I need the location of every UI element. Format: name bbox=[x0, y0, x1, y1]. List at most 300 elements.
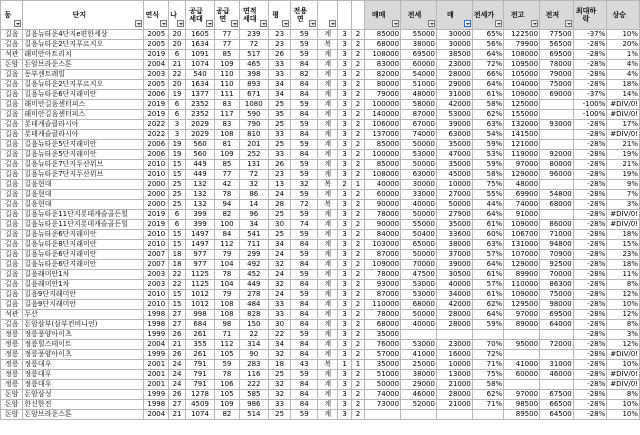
cell[interactable]: 129500 bbox=[504, 300, 540, 310]
filter-dropdown-icon[interactable] bbox=[282, 20, 289, 27]
cell[interactable]: 66% bbox=[472, 70, 503, 80]
cell[interactable]: 109 bbox=[215, 400, 240, 410]
column-header-11[interactable] bbox=[351, 1, 364, 30]
cell[interactable]: 94800 bbox=[540, 240, 574, 250]
cell[interactable]: -100% bbox=[573, 100, 607, 110]
cell[interactable]: 93000 bbox=[540, 120, 574, 130]
cell[interactable]: 84 bbox=[291, 90, 318, 100]
cell[interactable]: 59 bbox=[291, 210, 318, 220]
cell[interactable]: 1497 bbox=[185, 230, 214, 240]
cell[interactable]: 3 bbox=[338, 310, 351, 320]
cell[interactable]: 141500 bbox=[504, 130, 540, 140]
cell[interactable]: -100% bbox=[573, 110, 607, 120]
cell[interactable]: 1999 bbox=[144, 330, 169, 340]
cell[interactable]: 2010 bbox=[144, 160, 169, 170]
cell[interactable]: 2 bbox=[351, 320, 364, 330]
cell[interactable]: 계 bbox=[318, 70, 338, 80]
cell[interactable]: 132 bbox=[185, 190, 214, 200]
cell[interactable]: 14% bbox=[607, 90, 640, 100]
cell[interactable]: 38500 bbox=[436, 50, 472, 60]
cell[interactable] bbox=[540, 180, 574, 190]
cell[interactable]: 계 bbox=[318, 370, 338, 380]
cell[interactable]: 길음현대 bbox=[23, 190, 144, 200]
filter-dropdown-icon[interactable] bbox=[329, 20, 336, 27]
cell[interactable]: 1634 bbox=[185, 40, 214, 50]
cell[interactable]: 3 bbox=[338, 80, 351, 90]
cell[interactable]: 94 bbox=[215, 200, 240, 210]
cell[interactable]: 28000 bbox=[436, 320, 472, 330]
cell[interactable]: 길음뉴타운4단지e편한세상 bbox=[23, 30, 144, 40]
cell[interactable]: 1998 bbox=[144, 400, 169, 410]
cell[interactable]: 83000 bbox=[365, 60, 401, 70]
cell[interactable]: 71000 bbox=[540, 230, 574, 240]
cell[interactable]: 110000 bbox=[504, 280, 540, 290]
cell[interactable]: 21 bbox=[169, 60, 186, 70]
cell[interactable]: 32 bbox=[268, 350, 290, 360]
cell[interactable]: 계 bbox=[318, 50, 338, 60]
cell[interactable]: 3 bbox=[338, 70, 351, 80]
cell[interactable]: 26 bbox=[169, 390, 186, 400]
cell[interactable]: 3 bbox=[338, 220, 351, 230]
cell[interactable]: 77500 bbox=[540, 30, 574, 40]
cell[interactable]: 32 bbox=[239, 180, 268, 190]
cell[interactable]: 74000 bbox=[401, 130, 437, 140]
cell[interactable]: 64000 bbox=[540, 320, 574, 330]
cell[interactable]: 42 bbox=[215, 180, 240, 190]
cell[interactable]: 2 bbox=[351, 130, 364, 140]
cell[interactable]: -28% bbox=[573, 50, 607, 60]
cell[interactable]: -28% bbox=[573, 170, 607, 180]
cell[interactable]: 3% bbox=[607, 330, 640, 340]
cell[interactable]: 27 bbox=[169, 310, 186, 320]
cell[interactable]: 길음 bbox=[1, 30, 23, 40]
cell[interactable]: 계 bbox=[318, 320, 338, 330]
cell[interactable]: 2007 bbox=[144, 250, 169, 260]
cell[interactable]: 1999 bbox=[144, 350, 169, 360]
cell[interactable]: 길음뉴타운7단지두산위브 bbox=[23, 170, 144, 180]
cell[interactable]: 116 bbox=[239, 370, 268, 380]
cell[interactable]: 78 bbox=[215, 190, 240, 200]
cell[interactable]: 12% bbox=[607, 340, 640, 350]
filter-dropdown-icon[interactable] bbox=[309, 20, 316, 27]
cell[interactable]: 355 bbox=[185, 340, 214, 350]
cell[interactable]: 12% bbox=[607, 290, 640, 300]
cell[interactable]: -28% bbox=[573, 400, 607, 410]
cell[interactable]: 2000 bbox=[144, 180, 169, 190]
cell[interactable]: 109000 bbox=[504, 220, 540, 230]
filter-dropdown-icon[interactable] bbox=[392, 20, 399, 27]
cell[interactable]: 21000 bbox=[436, 400, 472, 410]
cell[interactable]: 2 bbox=[351, 40, 364, 50]
cell[interactable]: 2 bbox=[351, 190, 364, 200]
cell[interactable]: #DIV/0! bbox=[607, 100, 640, 110]
cell[interactable]: 길음뉴타운6단지래미안 bbox=[23, 260, 144, 270]
cell[interactable] bbox=[540, 100, 574, 110]
cell[interactable] bbox=[401, 330, 437, 340]
cell[interactable]: 3 bbox=[338, 100, 351, 110]
cell[interactable]: 129000 bbox=[504, 260, 540, 270]
cell[interactable]: 2 bbox=[351, 100, 364, 110]
cell[interactable]: 484 bbox=[239, 300, 268, 310]
cell[interactable]: 57000 bbox=[365, 350, 401, 360]
cell[interactable] bbox=[365, 410, 401, 420]
cell[interactable]: -28% bbox=[573, 180, 607, 190]
filter-dropdown-icon[interactable] bbox=[464, 20, 471, 27]
cell[interactable]: 10% bbox=[607, 30, 640, 40]
cell[interactable]: 22 bbox=[169, 270, 186, 280]
cell[interactable]: 2 bbox=[351, 370, 364, 380]
cell[interactable]: 3 bbox=[338, 110, 351, 120]
cell[interactable]: 33 bbox=[268, 300, 290, 310]
cell[interactable]: 50000 bbox=[401, 140, 437, 150]
cell[interactable]: 84000 bbox=[365, 230, 401, 240]
cell[interactable]: 2010 bbox=[144, 170, 169, 180]
cell[interactable]: 25 bbox=[268, 100, 290, 110]
cell[interactable]: 97000 bbox=[504, 390, 540, 400]
cell[interactable]: 1377 bbox=[185, 90, 214, 100]
cell[interactable]: 76000 bbox=[365, 340, 401, 350]
filter-dropdown-icon[interactable] bbox=[428, 20, 435, 27]
cell[interactable]: 25 bbox=[169, 180, 186, 190]
cell[interactable]: 64% bbox=[472, 80, 503, 90]
cell[interactable] bbox=[436, 330, 472, 340]
cell[interactable]: 22 bbox=[239, 330, 268, 340]
cell[interactable]: 109000 bbox=[504, 290, 540, 300]
cell[interactable]: 1125 bbox=[185, 280, 214, 290]
cell[interactable]: 15 bbox=[169, 300, 186, 310]
cell[interactable]: 69500 bbox=[540, 50, 574, 60]
cell[interactable]: -28% bbox=[573, 290, 607, 300]
cell[interactable]: 59 bbox=[291, 120, 318, 130]
cell[interactable]: 2 bbox=[351, 340, 364, 350]
cell[interactable]: 24 bbox=[169, 370, 186, 380]
cell[interactable]: 33 bbox=[268, 70, 290, 80]
cell[interactable]: 72 bbox=[291, 200, 318, 210]
cell[interactable]: 75000 bbox=[540, 80, 574, 90]
cell[interactable]: 23000 bbox=[436, 340, 472, 350]
cell[interactable]: 계 bbox=[318, 330, 338, 340]
cell[interactable]: 977 bbox=[185, 250, 214, 260]
cell[interactable]: 18 bbox=[268, 360, 290, 370]
cell[interactable]: 44% bbox=[472, 200, 503, 210]
cell[interactable]: 137000 bbox=[365, 130, 401, 140]
cell[interactable]: 1998 bbox=[144, 310, 169, 320]
cell[interactable]: 10% bbox=[607, 360, 640, 370]
cell[interactable]: 57% bbox=[472, 280, 503, 290]
cell[interactable]: 79000 bbox=[540, 70, 574, 80]
cell[interactable]: 계 bbox=[318, 170, 338, 180]
cell[interactable]: #DIV/0! bbox=[607, 350, 640, 360]
cell[interactable]: 252 bbox=[239, 150, 268, 160]
cell[interactable]: 30000 bbox=[436, 30, 472, 40]
cell[interactable]: 53000 bbox=[401, 340, 437, 350]
cell[interactable]: 59 bbox=[291, 270, 318, 280]
cell[interactable]: 69900 bbox=[504, 190, 540, 200]
cell[interactable]: 106 bbox=[215, 380, 240, 390]
cell[interactable]: 84 bbox=[291, 240, 318, 250]
cell[interactable]: 105 bbox=[215, 350, 240, 360]
cell[interactable]: 길음 bbox=[1, 130, 23, 140]
cell[interactable]: 돈암삼성 bbox=[23, 390, 144, 400]
cell[interactable]: 계 bbox=[318, 90, 338, 100]
filter-dropdown-icon[interactable] bbox=[206, 20, 213, 27]
cell[interactable]: 20 bbox=[169, 80, 186, 90]
cell[interactable]: 24 bbox=[268, 290, 290, 300]
cell[interactable]: 1080 bbox=[239, 100, 268, 110]
cell[interactable]: 25 bbox=[268, 210, 290, 220]
cell[interactable]: 24 bbox=[169, 380, 186, 390]
column-header-8[interactable] bbox=[291, 1, 318, 30]
cell[interactable]: 222 bbox=[239, 380, 268, 390]
cell[interactable]: 80000 bbox=[365, 80, 401, 90]
cell[interactable]: 109 bbox=[215, 60, 240, 70]
cell[interactable]: 85000 bbox=[365, 30, 401, 40]
cell[interactable]: 51000 bbox=[401, 80, 437, 90]
column-header-12[interactable] bbox=[365, 1, 401, 30]
cell[interactable]: 53000 bbox=[401, 150, 437, 160]
cell[interactable]: 22 bbox=[169, 70, 186, 80]
cell[interactable]: 계 bbox=[318, 290, 338, 300]
cell[interactable]: 87000 bbox=[401, 110, 437, 120]
cell[interactable]: 2 bbox=[351, 230, 364, 240]
cell[interactable]: 63000 bbox=[436, 130, 472, 140]
column-header-7[interactable] bbox=[268, 1, 290, 30]
cell[interactable]: -28% bbox=[573, 300, 607, 310]
cell[interactable]: 19 bbox=[169, 90, 186, 100]
cell[interactable]: 109000 bbox=[504, 90, 540, 100]
cell[interactable]: 50400 bbox=[401, 230, 437, 240]
cell[interactable]: 2019 bbox=[144, 210, 169, 220]
cell[interactable]: -28% bbox=[573, 240, 607, 250]
cell[interactable]: 2006 bbox=[144, 150, 169, 160]
cell[interactable]: #DIV/0! bbox=[607, 130, 640, 140]
cell[interactable]: 50000 bbox=[401, 250, 437, 260]
cell[interactable]: 108000 bbox=[365, 50, 401, 60]
cell[interactable]: 35000 bbox=[365, 330, 401, 340]
cell[interactable]: 길음 bbox=[1, 290, 23, 300]
cell[interactable]: -28% bbox=[573, 270, 607, 280]
cell[interactable]: 465 bbox=[239, 60, 268, 70]
cell[interactable]: 32 bbox=[291, 180, 318, 190]
cell[interactable]: 34 bbox=[268, 80, 290, 90]
cell[interactable]: 계 bbox=[318, 160, 338, 170]
cell[interactable]: 길음 bbox=[1, 260, 23, 270]
cell[interactable]: 길음 bbox=[1, 100, 23, 110]
cell[interactable]: 계 bbox=[318, 350, 338, 360]
cell[interactable]: -28% bbox=[573, 350, 607, 360]
cell[interactable]: 77 bbox=[215, 40, 240, 50]
cell[interactable]: 계 bbox=[318, 220, 338, 230]
cell[interactable]: 59 bbox=[291, 250, 318, 260]
cell[interactable]: 64% bbox=[472, 260, 503, 270]
cell[interactable]: 84 bbox=[291, 260, 318, 270]
cell[interactable]: 278 bbox=[239, 290, 268, 300]
cell[interactable]: 82 bbox=[215, 210, 240, 220]
filter-dropdown-icon[interactable] bbox=[260, 20, 267, 27]
cell[interactable]: 64% bbox=[472, 50, 503, 60]
cell[interactable]: 길음뉴타운6단지래미안 bbox=[23, 250, 144, 260]
cell[interactable]: 58% bbox=[472, 100, 503, 110]
cell[interactable]: 78000 bbox=[365, 210, 401, 220]
cell[interactable]: 길음 bbox=[1, 90, 23, 100]
cell[interactable]: 69000 bbox=[540, 90, 574, 100]
cell[interactable]: 2010 bbox=[144, 300, 169, 310]
cell[interactable]: 98000 bbox=[540, 300, 574, 310]
cell[interactable]: 84 bbox=[291, 350, 318, 360]
cell[interactable]: 32 bbox=[268, 260, 290, 270]
cell[interactable]: 길음뉴타운2단지푸르지오 bbox=[23, 40, 144, 50]
cell[interactable]: 1497 bbox=[185, 240, 214, 250]
cell[interactable]: 75% bbox=[472, 370, 503, 380]
cell[interactable]: 71 bbox=[215, 330, 240, 340]
cell[interactable]: 108000 bbox=[504, 50, 540, 60]
cell[interactable]: 85 bbox=[215, 160, 240, 170]
cell[interactable]: 96 bbox=[239, 210, 268, 220]
cell[interactable]: 585 bbox=[239, 390, 268, 400]
cell[interactable]: 38000 bbox=[401, 370, 437, 380]
cell[interactable]: 83 bbox=[215, 100, 240, 110]
cell[interactable]: 길음9단지래미안 bbox=[23, 300, 144, 310]
cell[interactable]: 48000 bbox=[504, 180, 540, 190]
cell[interactable]: 25000 bbox=[401, 360, 437, 370]
cell[interactable]: 82 bbox=[215, 410, 240, 420]
cell[interactable]: 122500 bbox=[504, 30, 540, 40]
cell[interactable]: 42000 bbox=[436, 300, 472, 310]
filter-dropdown-icon[interactable] bbox=[531, 20, 538, 27]
cell[interactable]: 한신한진 bbox=[23, 400, 144, 410]
cell[interactable]: 3 bbox=[338, 330, 351, 340]
cell[interactable]: 38000 bbox=[401, 40, 437, 50]
cell[interactable]: 2 bbox=[351, 150, 364, 160]
cell[interactable]: 100 bbox=[215, 220, 240, 230]
cell[interactable]: 24 bbox=[268, 270, 290, 280]
cell[interactable]: -28% bbox=[573, 210, 607, 220]
cell[interactable]: 2000 bbox=[144, 200, 169, 210]
column-header-15[interactable] bbox=[472, 1, 503, 30]
cell[interactable]: 111 bbox=[215, 90, 240, 100]
cell[interactable]: 3 bbox=[338, 170, 351, 180]
cell[interactable]: 계 bbox=[318, 240, 338, 250]
filter-dropdown-icon[interactable] bbox=[565, 20, 572, 27]
cell[interactable]: 4% bbox=[607, 70, 640, 80]
cell[interactable]: 15 bbox=[169, 170, 186, 180]
cell[interactable]: 길음 bbox=[1, 150, 23, 160]
cell[interactable]: 1999 bbox=[144, 390, 169, 400]
cell[interactable]: 2 bbox=[351, 200, 364, 210]
cell[interactable] bbox=[401, 410, 437, 420]
filter-dropdown-icon[interactable] bbox=[495, 20, 502, 27]
cell[interactable]: 62% bbox=[472, 300, 503, 310]
cell[interactable]: 98 bbox=[215, 320, 240, 330]
cell[interactable]: 계 bbox=[318, 280, 338, 290]
cell[interactable]: 59 bbox=[291, 140, 318, 150]
cell[interactable]: 10000 bbox=[436, 360, 472, 370]
cell[interactable]: 93000 bbox=[365, 280, 401, 290]
cell[interactable]: 21% bbox=[607, 140, 640, 150]
column-header-13[interactable] bbox=[401, 1, 437, 30]
cell[interactable]: 62% bbox=[472, 390, 503, 400]
cell[interactable]: 길음 bbox=[1, 280, 23, 290]
cell[interactable]: 78000 bbox=[365, 270, 401, 280]
cell[interactable]: 75% bbox=[472, 180, 503, 190]
cell[interactable]: 길음뉴타운2단지푸르지오 bbox=[23, 80, 144, 90]
cell[interactable]: 계 bbox=[318, 230, 338, 240]
cell[interactable]: 57% bbox=[472, 250, 503, 260]
cell[interactable]: 105 bbox=[215, 390, 240, 400]
cell[interactable]: -28% bbox=[573, 370, 607, 380]
cell[interactable]: 2019 bbox=[144, 110, 169, 120]
cell[interactable]: 155000 bbox=[504, 110, 540, 120]
cell[interactable]: 58% bbox=[472, 380, 503, 390]
cell[interactable]: 2 bbox=[351, 240, 364, 250]
cell[interactable]: 64% bbox=[472, 310, 503, 320]
cell[interactable]: 3 bbox=[338, 300, 351, 310]
cell[interactable]: 132000 bbox=[504, 120, 540, 130]
cell[interactable]: 두산 bbox=[23, 310, 144, 320]
cell[interactable]: 돈암브라운스톤 bbox=[23, 60, 144, 70]
cell[interactable]: 2010 bbox=[144, 230, 169, 240]
cell[interactable]: 517 bbox=[239, 50, 268, 60]
cell[interactable]: -28% bbox=[573, 260, 607, 270]
cell[interactable] bbox=[436, 410, 472, 420]
cell[interactable]: 3 bbox=[338, 230, 351, 240]
cell[interactable]: 계 bbox=[318, 270, 338, 280]
cell[interactable]: 828 bbox=[239, 310, 268, 320]
cell[interactable]: 9% bbox=[607, 180, 640, 190]
cell[interactable]: 105000 bbox=[504, 70, 540, 80]
column-header-4[interactable] bbox=[185, 1, 214, 30]
cell[interactable]: -28% bbox=[573, 160, 607, 170]
cell[interactable]: 104 bbox=[215, 280, 240, 290]
cell[interactable]: 33 bbox=[268, 310, 290, 320]
cell[interactable]: 정릉대우 bbox=[23, 370, 144, 380]
cell[interactable]: 131000 bbox=[504, 240, 540, 250]
cell[interactable]: 3 bbox=[338, 200, 351, 210]
cell[interactable]: 2 bbox=[351, 120, 364, 130]
cell[interactable]: 2000 bbox=[144, 190, 169, 200]
cell[interactable]: 정릉힐스테이트 bbox=[23, 340, 144, 350]
cell[interactable]: 261 bbox=[185, 330, 214, 340]
cell[interactable]: 72 bbox=[239, 40, 268, 50]
cell[interactable]: 2 bbox=[351, 390, 364, 400]
cell[interactable]: 104 bbox=[215, 260, 240, 270]
cell[interactable]: 길음 bbox=[1, 300, 23, 310]
cell[interactable]: 3 bbox=[338, 160, 351, 170]
cell[interactable]: 8% bbox=[607, 280, 640, 290]
cell[interactable]: -28% bbox=[573, 310, 607, 320]
cell[interactable]: 복 bbox=[318, 360, 338, 370]
cell[interactable] bbox=[540, 210, 574, 220]
cell[interactable]: 1605 bbox=[185, 30, 214, 40]
cell[interactable]: 30 bbox=[268, 320, 290, 330]
cell[interactable]: 59 bbox=[291, 50, 318, 60]
cell[interactable]: 복 bbox=[318, 180, 338, 190]
cell[interactable]: 59 bbox=[291, 290, 318, 300]
cell[interactable]: 26 bbox=[169, 330, 186, 340]
cell[interactable]: 길음현대 bbox=[23, 180, 144, 190]
cell[interactable]: 59 bbox=[291, 410, 318, 420]
cell[interactable]: 19 bbox=[169, 140, 186, 150]
cell[interactable]: 27 bbox=[169, 400, 186, 410]
cell[interactable]: 59 bbox=[291, 160, 318, 170]
cell[interactable]: 72 bbox=[239, 170, 268, 180]
cell[interactable]: 2 bbox=[351, 210, 364, 220]
cell[interactable]: 24 bbox=[169, 360, 186, 370]
cell[interactable]: 23% bbox=[607, 250, 640, 260]
cell[interactable]: 84 bbox=[291, 340, 318, 350]
cell[interactable] bbox=[504, 330, 540, 340]
cell[interactable]: 108 bbox=[215, 310, 240, 320]
